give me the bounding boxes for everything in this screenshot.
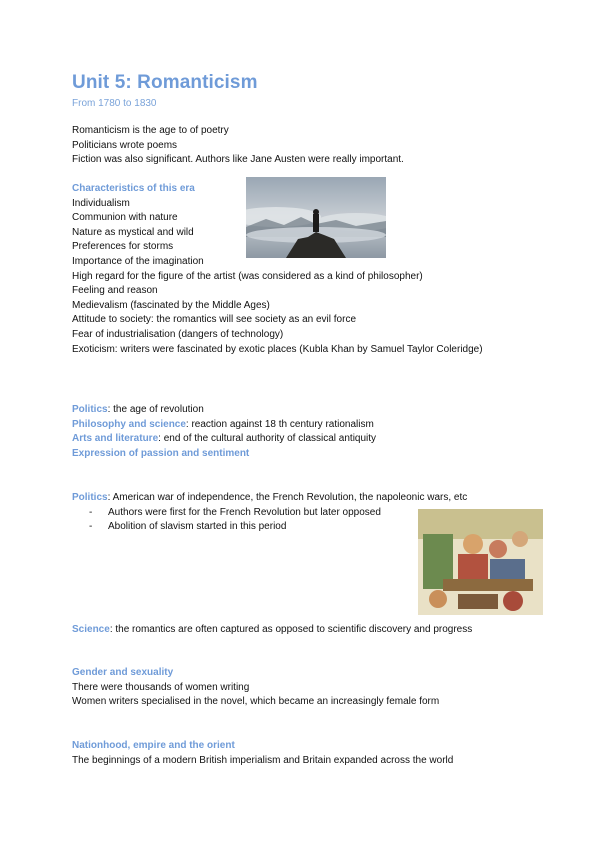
science-label: Science [72, 624, 110, 635]
characteristic-item: Feeling and reason [72, 285, 158, 297]
page-title: Unit 5: Romanticism [72, 72, 258, 93]
gender-line: There were thousands of women writing [72, 681, 250, 693]
politics-line [72, 491, 467, 506]
overview-item [72, 418, 376, 433]
overview-section [72, 403, 376, 461]
nationhood-heading: Nationhood, empire and the orient [72, 740, 235, 751]
characteristic-item: Communion with nature [72, 212, 178, 224]
politics-section [72, 491, 467, 535]
overview-label: Arts and literature [72, 433, 159, 445]
gender-line: Women writers specialised in the novel, which became an increasingly female form [72, 696, 440, 708]
overview-text: : end of the cultural authority of classical antiquity [158, 433, 377, 445]
characteristic-item: Attitude to society: the romantics will see society as an evil force [72, 314, 357, 326]
gender-heading: Gender and sexuality [72, 667, 174, 678]
overview-item [72, 432, 376, 447]
overview-text: : the age of revolution [107, 404, 204, 415]
characteristic-item: High regard for the figure of the artist (was considered as a kind of philosopher) [72, 270, 423, 282]
characteristic-item: Nature as mystical and wild [72, 226, 194, 238]
bullet-text: Authors were first for the French Revolution but later opposed [108, 506, 381, 518]
page-subtitle: From 1780 to 1830 [72, 98, 157, 109]
overview-label: Expression of passion and sentiment [72, 447, 250, 459]
characteristic-item: Fear of industrialisation (dangers of technology) [72, 328, 284, 340]
characteristic-item: Importance of the imagination [72, 255, 204, 267]
bullet-text: Abolition of slavism started in this period [108, 521, 287, 533]
intro-line: Romanticism is the age to of poetry [72, 125, 229, 136]
caricature-illustration-image [418, 509, 543, 615]
characteristic-item: Exoticism: writers were fascinated by exotic places (Kubla Khan by Samuel Taylor Coleridge) [72, 343, 483, 355]
characteristic-item: Medievalism (fascinated by the Middle Ages) [72, 299, 270, 311]
politics-text: : American war of independence, the French Revolution, the napoleonic wars, etc [107, 492, 468, 503]
overview-label: Philosophy and science [72, 418, 186, 430]
politics-bullet [72, 506, 467, 521]
overview-text: : reaction against 18 th century rationalism [185, 418, 374, 430]
science-section [72, 623, 472, 638]
characteristics-heading: Characteristics of this era [72, 183, 195, 194]
overview-item [72, 403, 376, 418]
nationhood-line: The beginnings of a modern British imperialism and Britain expanded across the world [72, 754, 454, 766]
overview-label: Politics [72, 404, 108, 415]
wanderer-painting-image [246, 177, 386, 258]
intro-line: Politicians wrote poems [72, 139, 178, 151]
overview-item [72, 447, 376, 462]
intro-section [72, 124, 404, 168]
politics-label: Politics [72, 492, 108, 503]
intro-line: Fiction was also significant. Authors like Jane Austen were really important. [72, 154, 404, 166]
characteristic-item: Individualism [72, 197, 130, 209]
characteristic-item: Preferences for storms [72, 241, 174, 253]
gender-section [72, 666, 439, 710]
bullet-dash: - [89, 506, 93, 518]
science-text: : the romantics are often captured as opposed to scientific discovery and progress [109, 624, 473, 635]
bullet-dash: - [89, 521, 93, 533]
science-line [72, 623, 472, 638]
politics-bullet [72, 520, 467, 535]
nationhood-section [72, 739, 453, 768]
